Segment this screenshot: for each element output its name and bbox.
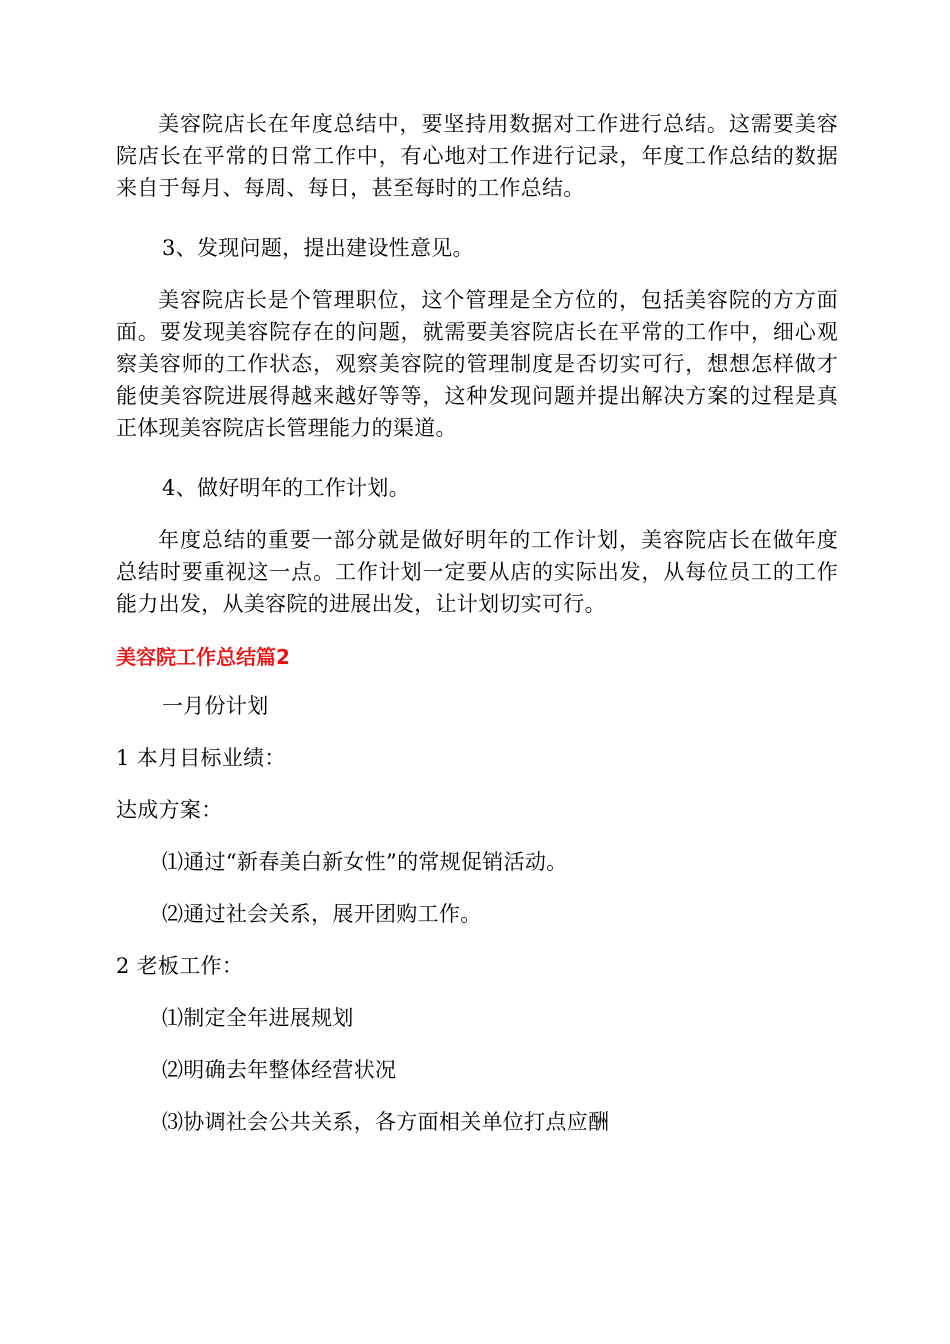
target-performance-item: 1 本月目标业绩： — [116, 746, 286, 770]
point-3-title: 3、发现问题，提出建设性意见。 — [162, 236, 474, 260]
list-item: ⑵明确去年整体经营状况 — [162, 1058, 397, 1082]
point-4-title: 4、做好明年的工作计划。 — [162, 476, 410, 500]
plan-label: 达成方案： — [116, 798, 223, 822]
plan-title: 一月份计划 — [162, 694, 269, 718]
paragraph-next-year-plan: 年度总结的重要一部分就是做好明年的工作计划，美容院店长在做年度总结时要重视这一点。工作计划一定要从店的实际出发，从每位员工的工作能力出发，从美容院的进展出发，让计划切实可行。 — [116, 528, 838, 616]
paragraph-find-problems: 美容院店长是个管理职位，这个管理是全方位的，包括美容院的方方面面。要发现美容院存在的问题，就需要美容院店长在平常的工作中，细心观察美容师的工作状态，观察美容院的管理制度是否切实可行，想想怎样做才能使美容院进展得越来越好等等，这种发现问题并提出解决方案的过程是真正体现美容院店长管理能力的渠道。 — [116, 288, 838, 440]
boss-work-item: 2 老板工作： — [116, 954, 244, 978]
list-item: ⑴制定全年进展规划 — [162, 1006, 354, 1030]
document-page — [116, 108, 838, 1158]
list-item: ⑴通过“新春美白新女性”的常规促销活动。 — [162, 850, 568, 874]
list-item: ⑶协调社会公共关系，各方面相关单位打点应酬 — [162, 1110, 610, 1134]
paragraph-data-summary: 美容院店长在年度总结中，要坚持用数据对工作进行总结。这需要美容院店长在平常的日常工作中，有心地对工作进行记录，年度工作总结的数据来自于每月、每周、每日，甚至每时的工作总结。 — [116, 112, 838, 200]
list-item: ⑵通过社会关系，展开团购工作。 — [162, 902, 482, 926]
section-heading: 美容院工作总结篇2 — [116, 645, 290, 669]
